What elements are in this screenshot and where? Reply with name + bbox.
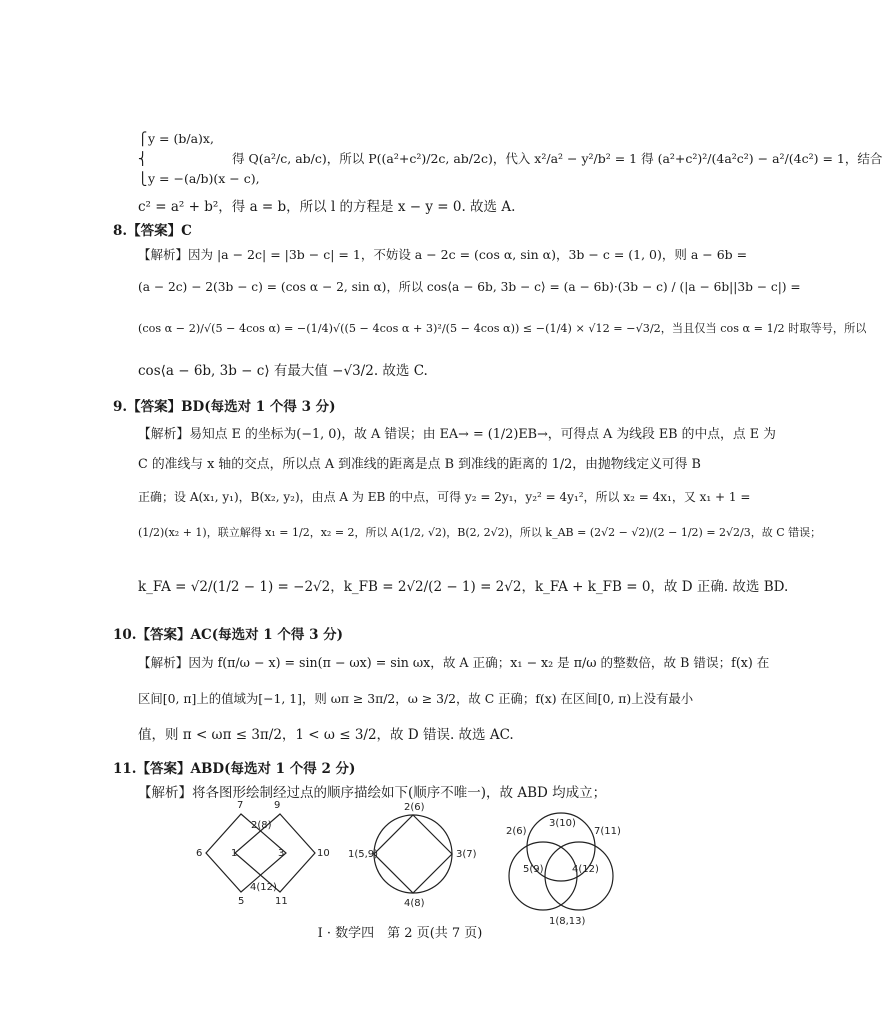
solution-text: 区间[0, π]上的值域为[−1, 1]，则 ωπ ≥ 3π/2，ω ≥ 3/2，故 C 正确；f(x) 在区间[0, π)上没有最小 — [138, 691, 694, 706]
vertex-label: 7 — [237, 800, 244, 811]
system-eq-1: y = (b/a)x, — [148, 131, 214, 146]
vertex-label: 2(8) — [251, 820, 272, 831]
solution-text: 【解析】因为 f(π/ω − x) = sin(π − ωx) = sin ωx，故 A 正确；x₁ − x₂ 是 π/ω 的整数倍，故 B 错误；f(x) 在 — [138, 655, 770, 670]
vertex-label: 3(10) — [549, 818, 576, 829]
vertex-label: 4(12) — [250, 882, 277, 893]
vertex-label: 3(7) — [456, 849, 477, 860]
system-eq-2: y = −(a/b)(x − c), — [148, 171, 260, 186]
diamond-left — [206, 814, 286, 892]
answer-heading-8: 8.【答案】C — [113, 223, 192, 239]
vertex-label: 1 — [231, 848, 238, 859]
vertex-label: 5(9) — [523, 864, 544, 875]
solution-text: (1/2)(x₂ + 1)，联立解得 x₁ = 1/2，x₂ = 2，所以 A(1/2, √2)，B(2, 2√2)，所以 k_AB = (2√2 − √2)/(2 − 1/2) = 2√2/3，故 C 错误； — [138, 526, 822, 539]
page-footer: Ⅰ · 数学四 第 2 页(共 7 页) — [317, 926, 483, 941]
figure-circle-square — [348, 800, 478, 916]
solution-text: c² = a² + b²，得 a = b，所以 l 的方程是 x − y = 0. 故选 A. — [138, 199, 516, 215]
solution-text: C 的准线与 x 轴的交点，所以点 A 到准线的距离是点 B 到准线的距离的 1/2，由抛物线定义可得 B — [138, 457, 701, 472]
vertex-label: 10 — [317, 848, 330, 859]
answer-heading-10: 10.【答案】AC(每选对 1 个得 3 分) — [113, 627, 344, 643]
solution-text: 【解析】易知点 E 的坐标为(−1, 0)，故 A 错误；由 EA→ = (1/2)EB→，可得点 A 为线段 EB 的中点，点 E 为 — [138, 427, 776, 442]
vertex-label: 4(12) — [572, 864, 599, 875]
vertex-label: 11 — [275, 896, 288, 907]
solution-text: (a − 2c) − 2(3b − c) = (cos α − 2, sin α)，所以 cos⟨a − 6b, 3b − c⟩ = (a − 6b)·(3b − c) / (|a − 6b||3b − c|) = — [138, 280, 801, 294]
diamond-right — [235, 814, 315, 892]
solution-text: 得 Q(a²/c, ab/c)，所以 P((a²+c²)/2c, ab/2c)，代入 x²/a² − y²/b² = 1 得 (a²+c²)²/(4a²c²) − a²/(4c²) = 1，结合 — [232, 151, 882, 166]
vertex-label: 6 — [196, 848, 203, 859]
solution-text: k_FA = √2/(1/2 − 1) = −2√2，k_FB = 2√2/(2 − 1) = 2√2，k_FA + k_FB = 0，故 D 正确. 故选 BD. — [138, 579, 789, 595]
vertex-label: 1(5,9) — [348, 849, 379, 860]
solution-text: 正确；设 A(x₁, y₁)，B(x₂, y₂)，由点 A 为 EB 的中点，可得 y₂ = 2y₁，y₂² = 4y₁²，所以 x₂ = 4x₁，又 x₁ + 1 = — [138, 490, 751, 504]
vertex-label: 2(6) — [404, 802, 425, 813]
solution-text: 【解析】因为 |a − 2c| = |3b − c| = 1，不妨设 a − 2c = (cos α, sin α)，3b − c = (1, 0)，则 a − 6b = — [138, 247, 748, 262]
answer-heading-9: 9.【答案】BD(每选对 1 个得 3 分) — [113, 399, 336, 415]
system-brace-mid: ⎨ — [138, 151, 148, 166]
solution-text: 【解析】将各图形绘制经过点的顺序描绘如下(顺序不唯一)，故 ABD 均成立； — [138, 785, 607, 801]
circle — [374, 815, 452, 893]
figure-three-circles — [498, 810, 628, 932]
system-brace: ⎧ — [138, 131, 148, 146]
vertex-label: 7(11) — [594, 826, 621, 837]
vertex-label: 4(8) — [404, 898, 425, 909]
system-brace-bottom: ⎩ — [138, 171, 148, 186]
vertex-label: 3 — [278, 848, 285, 859]
vertex-label: 2(6) — [506, 826, 527, 837]
vertex-label: 9 — [274, 800, 281, 811]
vertex-label: 1(8,13) — [549, 916, 586, 927]
solution-text: cos⟨a − 6b, 3b − c⟩ 有最大值 −√3/2. 故选 C. — [138, 363, 428, 379]
solution-text: 值，则 π < ωπ ≤ 3π/2，1 < ω ≤ 3/2，故 D 错误. 故选 AC. — [138, 727, 514, 743]
figure-overlapping-diamonds — [190, 798, 340, 914]
solution-text: (cos α − 2)/√(5 − 4cos α) = −(1/4)√((5 − 4cos α + 3)²/(5 − 4cos α)) ≤ −(1/4) × √12 = −√3/2，当且仅当 cos α = 1/2 时取等号，所以 — [138, 322, 867, 335]
answer-heading-11: 11.【答案】ABD(每选对 1 个得 2 分) — [113, 761, 356, 777]
vertex-label: 5 — [238, 896, 245, 907]
